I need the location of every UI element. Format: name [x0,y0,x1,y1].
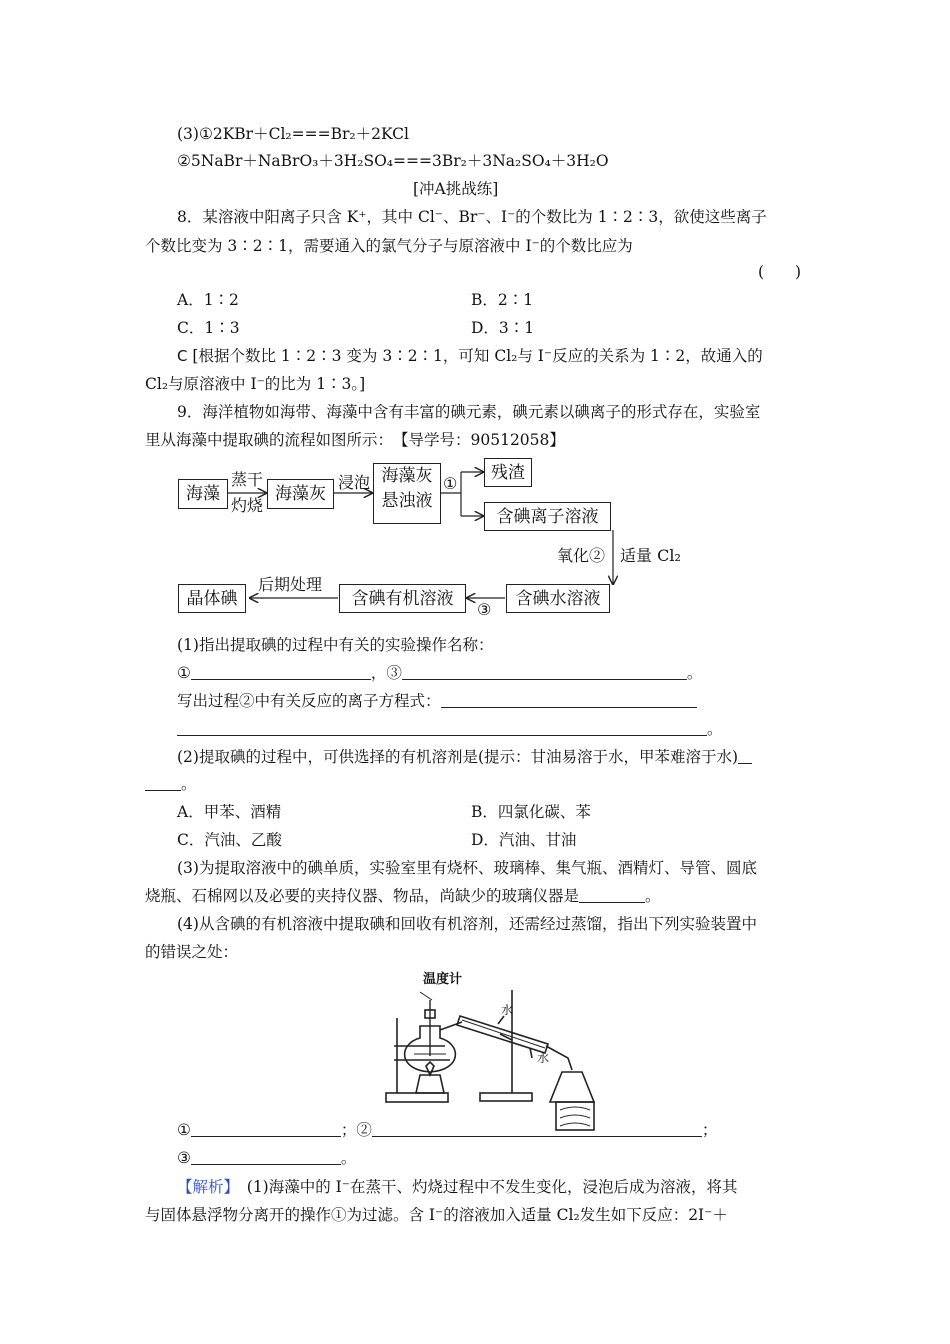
right-stand-base [480,1093,532,1101]
q8-stem-line-1: 8．某溶液中阳离子只含 K⁺，其中 Cl⁻、Br⁻、I⁻的个数比为 1∶2∶3，欲使这些离子 [177,208,767,226]
q9-part2-option-c: C．汽油、乙酸 [177,831,282,849]
flow-box-handian-lizi: 含碘离子溶液 [484,502,611,531]
q8-explanation-line-2: Cl₂与原溶液中 I⁻的比为 1∶3。] [145,375,366,393]
q9-part1-equation-end: 。 [707,720,723,738]
q9-part2-stem: (2)提取碘的过程中，可供选择的有机溶剂是(提示：甘油易溶于水，甲苯难溶于水) [177,748,739,766]
section-title: [冲A挑战练] [413,180,499,198]
q9-part3-line-1: (3)为提取溶液中的碘单质，实验室里有烧杯、玻璃棒、集气瓶、酒精灯、导管、圆底 [177,859,757,877]
q8-answer-bracket: ( ) [758,263,802,281]
flow-box-xuanzhuo-line-1: 海藻灰 [381,466,433,486]
flow-label-jinpao: 浸泡 [338,473,371,492]
analysis-tag: 【解析】 [177,1178,232,1196]
q9-part4-line-1: (4)从含碘的有机溶液中提取碘和回收有机溶剂，还需经过蒸馏，指出下列实验装置中 [177,915,757,933]
q9-part4-blank-3 [191,1148,341,1165]
q9-part2-option-a: A．甲苯、酒精 [177,803,282,821]
condenser-inner-tube [462,1020,545,1048]
flow-label-step-3: ③ [477,600,492,619]
q9-stem-line-1: 9．海洋植物如海带、海藻中含有丰富的碘元素，碘元素以碘离子的形式存在，实验室 [177,403,761,421]
q8-option-a: A．1∶2 [177,291,239,309]
q9-part3-end: 。 [645,887,661,905]
q8-option-b: B．2∶1 [471,291,534,309]
q9-part1-title: (1)指出提取碘的过程中有关的实验操作名称： [177,636,494,654]
flow-box-handian-youji: 含碘有机溶液 [339,584,466,613]
flow-box-xuanzhuo-line-2: 悬浊液 [381,491,433,511]
q7-answer-line-2: ②5NaBr＋NaBrO₃＋3H₂SO₄===3Br₂＋3Na₂SO₄＋3H₂O [177,152,609,170]
q9-part1-circle-3: ，③ [370,664,402,682]
q9-part1-end: 。 [686,664,703,682]
q9-part4-circle-1: ① [177,1121,191,1139]
flow-box-handian-shui: 含碘水溶液 [506,584,610,613]
q9-stem-line-2: 里从海藻中提取碘的流程如图所示： 【导学号：90512058】 [145,431,565,449]
flow-label-zhenggan: 蒸干 [231,470,264,489]
analysis-line-2: 与固体悬浮物分离开的操作①为过滤。含 I⁻的溶液加入适量 Cl₂发生如下反应：2I⁻＋ [145,1206,728,1224]
left-stand-base [386,1093,448,1102]
analysis-line-1 [177,1177,737,1197]
q9-part1-circle-1: ① [177,664,191,682]
q8-answer-letter: C [177,347,188,365]
label-thermometer: 温度计 [423,972,463,987]
q8-option-c: C．1∶3 [177,319,240,337]
q7-answer-line-1: (3)①2KBr＋Cl₂===Br₂＋2KCl [177,125,409,143]
flow-box-jingti: 晶体碘 [178,584,246,613]
flow-label-oxidation: 氧化② [557,546,606,565]
q9-part4-circle-2: ；② [340,1121,372,1139]
alcohol-lamp [416,1075,444,1093]
q9-part2-option-b: B．四氯化碳、苯 [471,803,591,821]
label-water-out: 水 [537,1051,550,1065]
flow-label-cl2: 适量 Cl₂ [620,546,681,565]
flow-label-houqi: 后期处理 [258,575,323,594]
flow-box-canzha: 残渣 [484,458,532,487]
flow-box-haizao: 海藻 [178,479,228,509]
q9-part4-blank-2 [372,1120,702,1137]
q9-part2-end: 。 [181,775,197,793]
q8-stem-line-2: 个数比变为 3∶2∶1，需要通入的氯气分子与原溶液中 I⁻的个数比应为 [145,237,633,255]
flow-label-zhuoshao: 灼烧 [231,496,264,515]
flow-label-step-1: ① [443,474,458,493]
conical-flask [550,1072,594,1102]
q9-part1-equation-prompt: 写出过程②中有关反应的离子方程式： [177,692,441,710]
q9-part4-blanks-line-2 [177,1148,356,1168]
q9-part4-end: 。 [340,1149,357,1167]
q8-option-d: D．3∶1 [471,319,535,337]
label-water-in: 水 [501,1003,514,1017]
q9-part3-stem: 烧瓶、石棉网以及必要的夹持仪器、物品，尚缺少的玻璃仪器是 [145,887,580,905]
lamp-flame [426,1062,434,1075]
q8-explanation-text: [根据个数比 1∶2∶3 变为 3∶2∶1，可知 Cl₂与 I⁻反应的关系为 1∶2，故通入的 [192,347,763,365]
analysis-text-1: (1)海藻中的 I⁻在蒸干、灼烧过程中不发生变化，浸泡后成为溶液，将其 [231,1178,738,1196]
thermometer-pointer [420,992,432,1000]
q9-part4-blanks-line-1 [177,1120,717,1140]
flow-box-haizaohui: 海藻灰 [267,479,334,509]
adapter [546,1046,572,1070]
q9-part4-separator: ； [701,1121,718,1139]
q9-part2-option-d: D．汽油、甘油 [471,831,577,849]
q9-part4-circle-3: ③ [177,1149,191,1167]
q9-part4-line-2: 的错误之处： [145,943,239,961]
q9-part4-blank-1 [191,1120,341,1137]
